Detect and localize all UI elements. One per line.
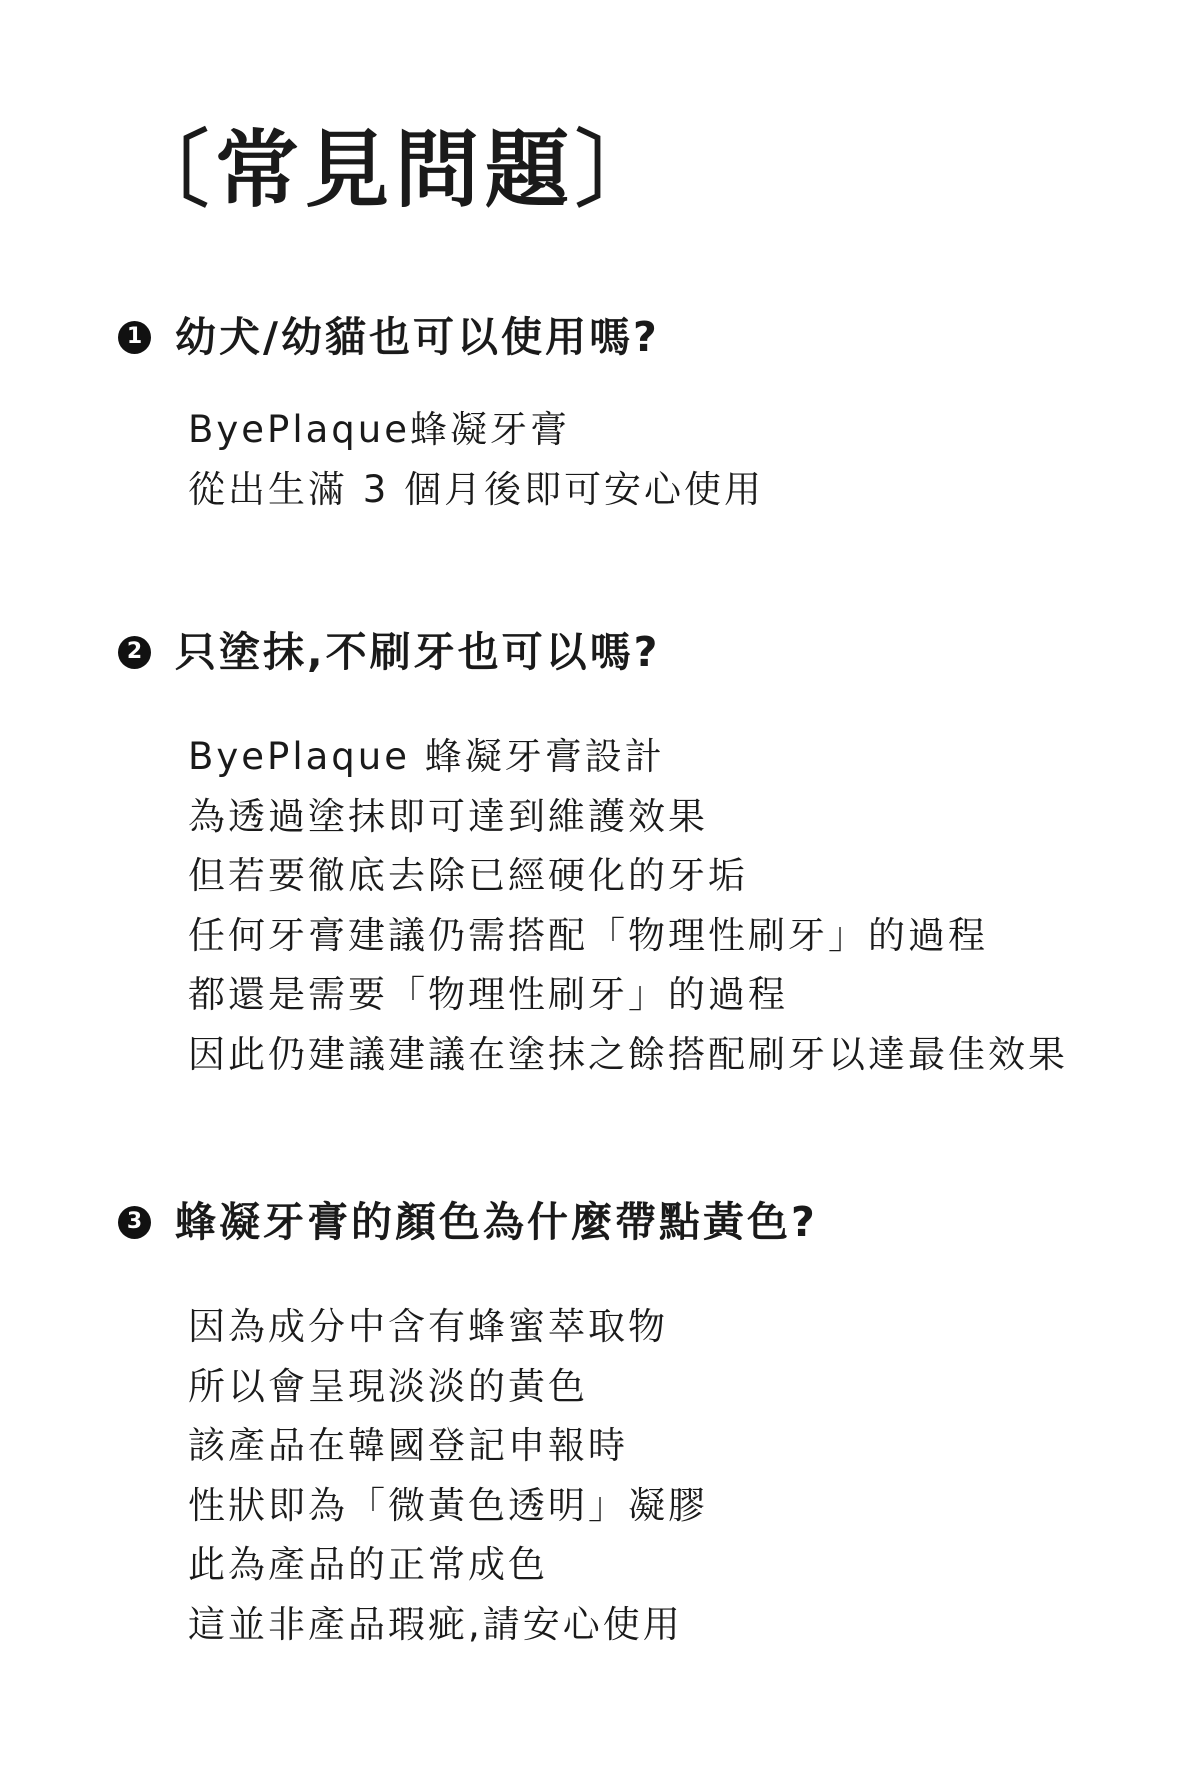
answer-line: ByePlaque 蜂凝牙膏設計 <box>188 735 665 778</box>
number-badge: 3 <box>118 1206 151 1239</box>
answer-line: 都還是需要「物理性刷牙」的過程 <box>188 973 788 1016</box>
answer-line: 但若要徹底去除已經硬化的牙垢 <box>188 854 748 897</box>
faq-answer <box>188 1297 1158 1654</box>
number-badge: 2 <box>118 636 151 669</box>
faq-question: 蜂凝牙膏的顏色為什麼帶點黃色? <box>175 1197 818 1246</box>
answer-line: ByePlaque蜂凝牙膏 <box>188 408 571 451</box>
faq-question-row <box>118 1195 1158 1249</box>
answer-line: 性狀即為「微黃色透明」凝膠 <box>188 1483 708 1527</box>
faq-item-3 <box>118 1195 1158 1654</box>
faq-question: 幼犬/幼貓也可以使用嗎? <box>175 312 660 361</box>
answer-line: 這並非產品瑕疵,請安心使用 <box>188 1602 683 1646</box>
answer-line: 任何牙膏建議仍需搭配「物理性刷牙」的過程 <box>188 913 988 957</box>
answer-line: 因為成分中含有蜂蜜萃取物 <box>188 1305 668 1348</box>
number-badge: 1 <box>118 321 151 354</box>
faq-answer <box>188 400 1158 519</box>
answer-line: 為透過塗抹即可達到維護效果 <box>188 794 708 838</box>
page-title: 〔常見問題〕 <box>125 121 666 219</box>
faq-question: 只塗抹,不刷牙也可以嗎? <box>175 627 661 676</box>
faq-question-row <box>118 310 1158 364</box>
answer-line: 從出生滿 3 個月後即可安心使用 <box>188 467 765 511</box>
answer-line: 此為產品的正常成色 <box>188 1543 548 1586</box>
answer-line: 所以會呈現淡淡的黃色 <box>188 1364 588 1408</box>
faq-item-1 <box>118 310 1158 519</box>
answer-line: 該產品在韓國登記申報時 <box>188 1424 628 1467</box>
faq-answer <box>188 727 1158 1084</box>
faq-item-2 <box>118 625 1158 1084</box>
faq-question-row <box>118 625 1158 679</box>
answer-line: 因此仍建議建議在塗抹之餘搭配刷牙以達最佳效果 <box>188 1032 1068 1076</box>
